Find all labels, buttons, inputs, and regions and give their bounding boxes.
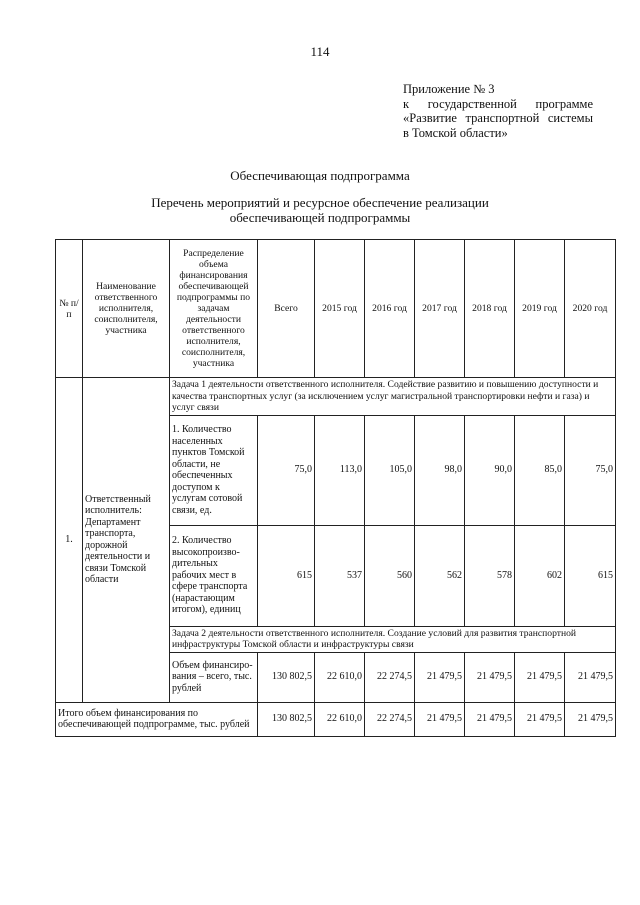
financing-2018: 21 479,5 xyxy=(465,652,515,702)
list-title-line-1: Перечень мероприятий и ресурсное обеспечение реализации xyxy=(151,195,489,210)
header-year-2016: 2016 год xyxy=(365,240,415,378)
grand-total-2019: 21 479,5 xyxy=(515,702,565,736)
grand-total-2020: 21 479,5 xyxy=(565,702,616,736)
indicator-2-2019: 602 xyxy=(515,525,565,626)
header-year-2017: 2017 год xyxy=(415,240,465,378)
header-year-2019: 2019 год xyxy=(515,240,565,378)
financing-2016: 22 274,5 xyxy=(365,652,415,702)
financing-2019: 21 479,5 xyxy=(515,652,565,702)
task-2-row: Задача 2 деятельности ответственного исполнителя. Создание условий для развития транспортной инфраструктуры Томской области и инфраструктуры связи xyxy=(170,626,616,652)
row-number: 1. xyxy=(56,378,83,703)
indicator-1-2016: 105,0 xyxy=(365,415,415,525)
appendix-line-1: Приложение № 3 xyxy=(403,82,495,96)
header-year-2020: 2020 год xyxy=(565,240,616,378)
financing-label: Объем финансиро-вания – всего, тыс. рублей xyxy=(170,652,258,702)
task-1-row: Задача 1 деятельности ответственного исполнителя. Содействие развитию и повышению доступности и качества транспортных услуг (за исключением услуг магистральной транспортировки нефти и газа) и услуг связи xyxy=(170,378,616,416)
table-row xyxy=(56,702,616,736)
indicator-2-2018: 578 xyxy=(465,525,515,626)
indicator-1-label: 1. Количество населенных пунктов Томской области, не обеспеченных доступом к услугам сотовой связи, ед. xyxy=(170,415,258,525)
table-row xyxy=(56,378,616,416)
financing-total: 130 802,5 xyxy=(258,652,315,702)
header-num: № п/п xyxy=(56,240,83,378)
indicator-1-2019: 85,0 xyxy=(515,415,565,525)
indicator-2-2016: 560 xyxy=(365,525,415,626)
indicator-2-2015: 537 xyxy=(315,525,365,626)
indicator-1-2015: 113,0 xyxy=(315,415,365,525)
grand-total-2017: 21 479,5 xyxy=(415,702,465,736)
indicator-2-total: 615 xyxy=(258,525,315,626)
financing-2017: 21 479,5 xyxy=(415,652,465,702)
grand-total-2018: 21 479,5 xyxy=(465,702,515,736)
appendix-line-2: к государственной программе xyxy=(403,96,593,111)
appendix-block xyxy=(403,82,593,140)
appendix-line-3: «Развитие транспортной системы xyxy=(403,111,593,125)
header-distribution: Распределение объема финансирования обеспечивающей подпрограммы по задачам деятельности ответственного исполнителя, соисполнителя, участника xyxy=(170,240,258,378)
grand-total-total: 130 802,5 xyxy=(258,702,315,736)
financing-2020: 21 479,5 xyxy=(565,652,616,702)
list-title xyxy=(0,195,640,225)
grand-total-2015: 22 610,0 xyxy=(315,702,365,736)
subprogram-title: Обеспечивающая подпрограмма xyxy=(230,168,410,183)
header-total: Всего xyxy=(258,240,315,378)
indicator-1-2017: 98,0 xyxy=(415,415,465,525)
indicator-1-2020: 75,0 xyxy=(565,415,616,525)
indicator-2-2017: 562 xyxy=(415,525,465,626)
header-year-2015: 2015 год xyxy=(315,240,365,378)
financing-2015: 22 610,0 xyxy=(315,652,365,702)
indicator-1-2018: 90,0 xyxy=(465,415,515,525)
header-year-2018: 2018 год xyxy=(465,240,515,378)
table-header-row xyxy=(56,240,616,378)
list-title-line-2: обеспечивающей подпрограммы xyxy=(229,210,411,225)
executor-cell: Ответственный исполнитель: Департамент транспорта, дорожной деятельности и связи Томской области xyxy=(83,378,170,703)
header-name: Наименование ответственного исполнителя, соисполнителя, участника xyxy=(83,240,170,378)
indicator-2-label: 2. Количество высокопроизво-дительных рабочих мест в сфере транспорта (нарастающим итогом), единиц xyxy=(170,525,258,626)
measures-table xyxy=(55,239,616,737)
grand-total-2016: 22 274,5 xyxy=(365,702,415,736)
appendix-line-4: в Томской области» xyxy=(403,125,508,140)
indicator-2-2020: 615 xyxy=(565,525,616,626)
indicator-1-total: 75,0 xyxy=(258,415,315,525)
grand-total-label: Итого объем финансирования по обеспечивающей подпрограмме, тыс. рублей xyxy=(56,702,258,736)
page-number: 114 xyxy=(310,44,330,59)
